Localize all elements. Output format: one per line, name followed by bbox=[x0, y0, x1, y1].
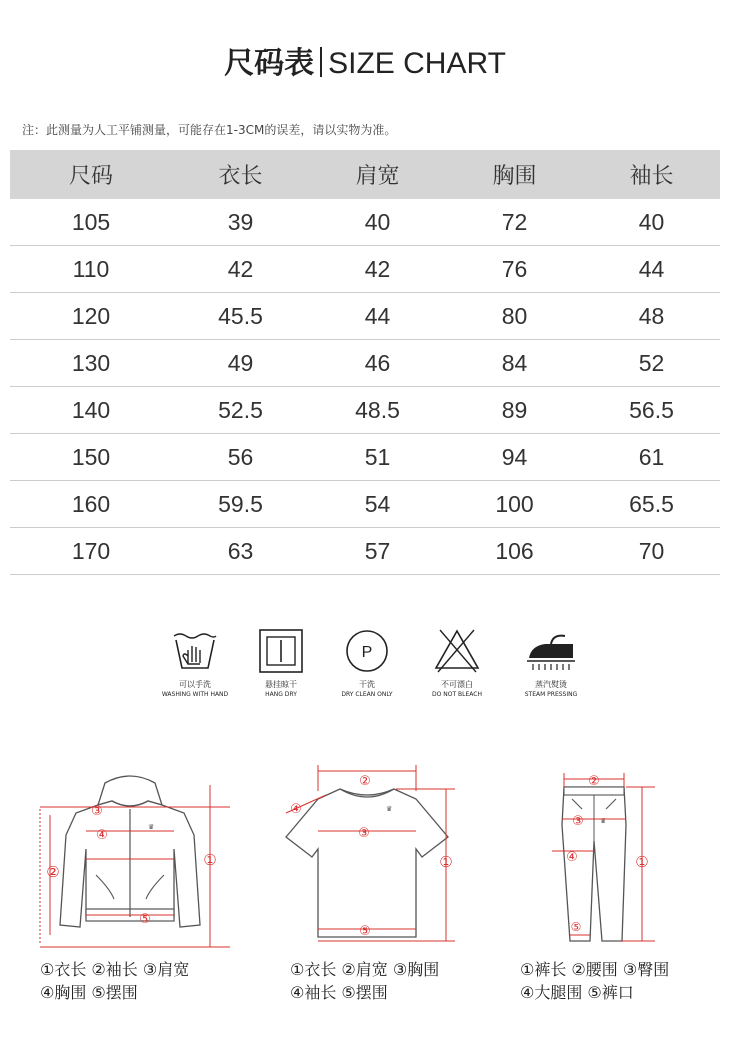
column-header: 肩宽 bbox=[309, 150, 446, 199]
hang-dry-icon bbox=[256, 626, 306, 676]
marker-sleeve: ④ bbox=[290, 802, 302, 817]
table-row bbox=[10, 528, 720, 575]
pants-diagram bbox=[530, 765, 720, 955]
svg-text:P: P bbox=[361, 644, 373, 661]
table-cell: 54 bbox=[309, 481, 446, 528]
table-cell: 89 bbox=[446, 387, 583, 434]
care-instructions bbox=[150, 626, 590, 706]
table-cell: 160 bbox=[10, 481, 172, 528]
table-row bbox=[10, 293, 720, 340]
marker-hip: ③ bbox=[572, 814, 584, 829]
hoodie-illustration bbox=[20, 765, 240, 955]
tshirt-legend: ①衣长 ②肩宽 ③胸围 ④袖长 ⑤摆围 bbox=[290, 960, 440, 1002]
table-cell: 45.5 bbox=[172, 293, 309, 340]
table-row bbox=[10, 387, 720, 434]
table-cell: 52 bbox=[583, 340, 720, 387]
table-row bbox=[10, 199, 720, 246]
pants-legend: ①裤长 ②腰围 ③臀围 ④大腿围 ⑤裤口 bbox=[520, 960, 670, 1002]
table-cell: 40 bbox=[309, 199, 446, 246]
table-cell: 48.5 bbox=[309, 387, 446, 434]
column-header: 衣长 bbox=[172, 150, 309, 199]
care-item-hand-wash: 可以手洗 WASHING WITH HAND bbox=[150, 626, 240, 698]
table-cell: 70 bbox=[583, 528, 720, 575]
jacket-legend: ①衣长 ②袖长 ③肩宽 ④胸围 ⑤摆围 bbox=[40, 960, 190, 1002]
table-cell: 76 bbox=[446, 246, 583, 293]
marker-chest: ④ bbox=[96, 828, 108, 843]
table-header-row bbox=[10, 150, 720, 199]
table-cell: 110 bbox=[10, 246, 172, 293]
table-cell: 80 bbox=[446, 293, 583, 340]
table-cell: 52.5 bbox=[172, 387, 309, 434]
marker-length: ① bbox=[635, 853, 649, 871]
table-cell: 61 bbox=[583, 434, 720, 481]
table-cell: 63 bbox=[172, 528, 309, 575]
marker-length: ① bbox=[203, 851, 217, 869]
page-title bbox=[0, 38, 730, 82]
dry-clean-icon bbox=[342, 626, 392, 676]
table-cell: 94 bbox=[446, 434, 583, 481]
table-cell: 46 bbox=[309, 340, 446, 387]
column-header: 袖长 bbox=[583, 150, 720, 199]
marker-length: ① bbox=[439, 853, 453, 871]
table-cell: 120 bbox=[10, 293, 172, 340]
tshirt-illustration bbox=[270, 765, 470, 955]
title-separator bbox=[320, 47, 322, 77]
marker-shoulder: ② bbox=[359, 774, 371, 789]
svg-text:♛: ♛ bbox=[148, 823, 155, 831]
tshirt-diagram bbox=[270, 765, 470, 955]
table-row bbox=[10, 340, 720, 387]
care-item-dry-clean: P 干洗 DRY CLEAN ONLY bbox=[322, 626, 412, 698]
care-item-steam-iron: 蒸汽熨烫 STEAM PRESSING bbox=[506, 626, 596, 698]
table-cell: 65.5 bbox=[583, 481, 720, 528]
table-cell: 44 bbox=[309, 293, 446, 340]
care-item-hang-dry: 悬挂晾干 HANG DRY bbox=[236, 626, 326, 698]
marker-chest: ③ bbox=[358, 826, 370, 841]
table-cell: 51 bbox=[309, 434, 446, 481]
table-cell: 44 bbox=[583, 246, 720, 293]
table-row bbox=[10, 481, 720, 528]
steam-iron-icon bbox=[521, 626, 581, 676]
table-cell: 42 bbox=[172, 246, 309, 293]
table-cell: 105 bbox=[10, 199, 172, 246]
table-body bbox=[10, 199, 720, 575]
no-bleach-icon bbox=[432, 626, 482, 676]
column-header: 胸围 bbox=[446, 150, 583, 199]
measurement-note: 注：此测量为人工平铺测量，可能存在1-3CM的误差，请以实物为准。 bbox=[22, 123, 397, 137]
table-cell: 56.5 bbox=[583, 387, 720, 434]
table-cell: 106 bbox=[446, 528, 583, 575]
marker-waist: ② bbox=[588, 774, 600, 789]
column-header: 尺码 bbox=[10, 150, 172, 199]
table-cell: 39 bbox=[172, 199, 309, 246]
svg-text:♛: ♛ bbox=[600, 817, 607, 825]
table-row bbox=[10, 434, 720, 481]
table-cell: 100 bbox=[446, 481, 583, 528]
table-cell: 57 bbox=[309, 528, 446, 575]
marker-hem: ⑤ bbox=[570, 920, 582, 934]
hand-wash-icon bbox=[170, 626, 220, 676]
table-cell: 40 bbox=[583, 199, 720, 246]
table-cell: 150 bbox=[10, 434, 172, 481]
table-cell: 49 bbox=[172, 340, 309, 387]
jacket-diagram bbox=[20, 765, 240, 955]
title-cn: 尺码表 bbox=[224, 46, 315, 81]
care-item-no-bleach: 不可漂白 DO NOT BLEACH bbox=[412, 626, 502, 698]
size-table bbox=[10, 150, 720, 575]
table-row bbox=[10, 246, 720, 293]
marker-thigh: ④ bbox=[566, 850, 578, 865]
table-cell: 130 bbox=[10, 340, 172, 387]
table-cell: 59.5 bbox=[172, 481, 309, 528]
table-cell: 48 bbox=[583, 293, 720, 340]
marker-shoulder: ③ bbox=[91, 804, 103, 819]
marker-sleeve: ② bbox=[46, 863, 60, 881]
pants-illustration bbox=[530, 765, 720, 955]
table-cell: 56 bbox=[172, 434, 309, 481]
table-cell: 42 bbox=[309, 246, 446, 293]
table-cell: 84 bbox=[446, 340, 583, 387]
marker-hem: ⑤ bbox=[359, 924, 371, 939]
table-cell: 72 bbox=[446, 199, 583, 246]
svg-text:♛: ♛ bbox=[386, 805, 393, 813]
table-cell: 140 bbox=[10, 387, 172, 434]
title-en: SIZE CHART bbox=[328, 47, 506, 80]
marker-hem: ⑤ bbox=[139, 912, 151, 927]
table-cell: 170 bbox=[10, 528, 172, 575]
